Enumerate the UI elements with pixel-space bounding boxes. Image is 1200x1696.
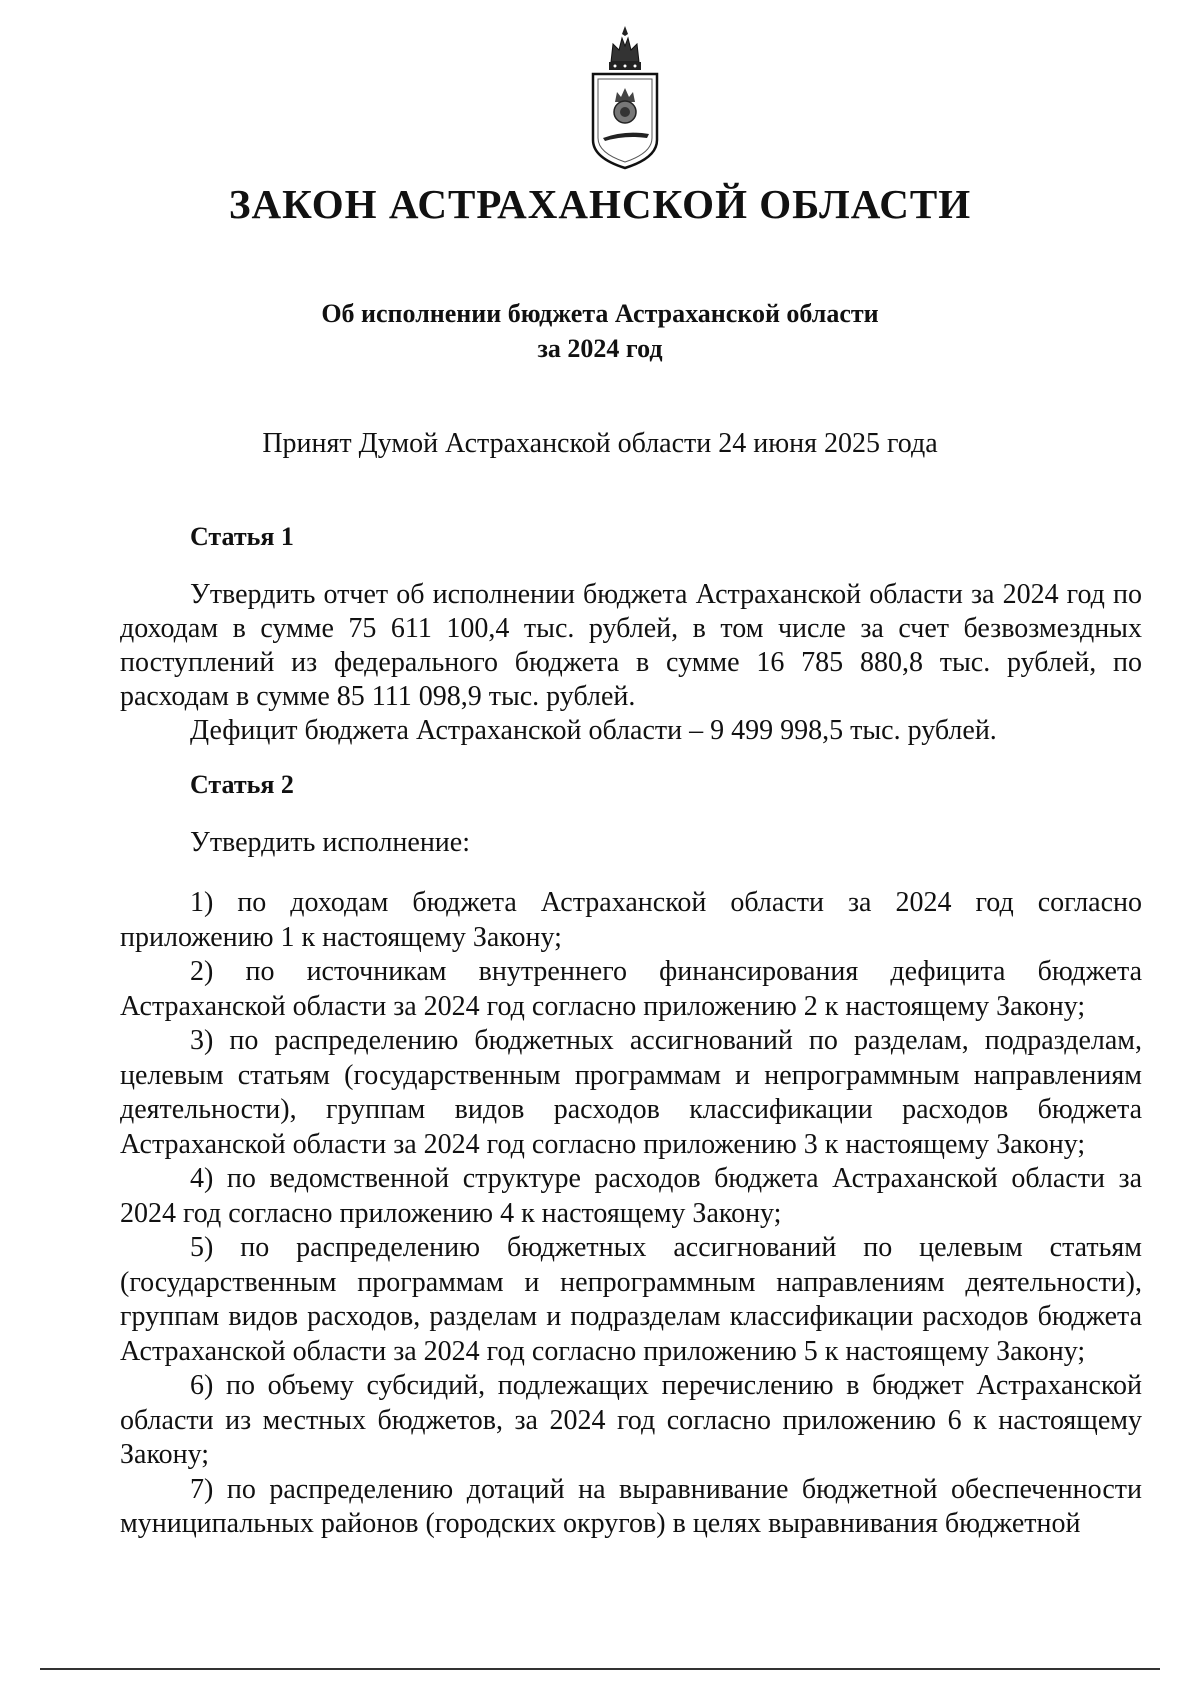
article-2-intro: Утвердить исполнение: (190, 827, 470, 858)
article-2-item-5: 5) по распределению бюджетных ассигнований по целевым статьям (государственным программам и непрограммным направлениям деятельности), группам видов расходов, разделам и подразделам классификации расходов бюджета Астраханской области за 2024 год согласно приложению 5 к настоящему Закону; (120, 1232, 1142, 1367)
article-2-items (120, 886, 1142, 1542)
article-2-item-4: 4) по ведомственной структуре расходов бюджета Астраханской области за 2024 год согласно приложению 4 к настоящему Закону; (120, 1163, 1142, 1229)
subtitle-line-1: Об исполнении бюджета Астраханской области (321, 299, 879, 328)
article-2-item-2: 2) по источникам внутреннего финансирования дефицита бюджета Астраханской области за 2024 год согласно приложению 2 к настоящему Закону; (120, 956, 1142, 1022)
adoption-note: Принят Думой Астраханской области 24 июня 2025 года (262, 428, 938, 459)
law-subtitle (0, 296, 1200, 366)
law-title: ЗАКОН АСТРАХАНСКОЙ ОБЛАСТИ (228, 181, 972, 227)
coat-of-arms-emblem (585, 22, 665, 172)
article-2-item-3: 3) по распределению бюджетных ассигнований по разделам, подразделам, целевым статьям (государственным программам и непрограммным направлениям деятельности), группам видов расходов классификации расходов бюджета Астраханской области за 2024 год согласно приложению 3 к настоящему Закону; (120, 1025, 1142, 1160)
subtitle-line-2: за 2024 год (537, 334, 663, 363)
article-1-paragraph-1: Утвердить отчет об исполнении бюджета Астраханской области за 2024 год по доходам в сумме 75 611 100,4 тыс. рублей, в том числе за счет безвозмездных поступлений из федерального бюджета в сумме 16 785 880,8 тыс. рублей, по расходам в сумме 85 111 098,9 тыс. рублей. (120, 579, 1142, 712)
article-2-heading: Статья 2 (190, 770, 294, 799)
page-bottom-divider (40, 1668, 1160, 1670)
article-2-item-6: 6) по объему субсидий, подлежащих перечислению в бюджет Астраханской области из местных бюджетов, за 2024 год согласно приложению 6 к настоящему Закону; (120, 1370, 1142, 1470)
article-2-item-1: 1) по доходам бюджета Астраханской области за 2024 год согласно приложению 1 к настоящему Закону; (120, 887, 1142, 953)
article-1-heading: Статья 1 (190, 522, 294, 551)
article-1-paragraph-2: Дефицит бюджета Астраханской области – 9 499 998,5 тыс. рублей. (190, 715, 997, 746)
article-2-item-7: 7) по распределению дотаций на выравнивание бюджетной обеспеченности муниципальных районов (городских округов) в целях выравнивания бюджетной (120, 1473, 1142, 1539)
